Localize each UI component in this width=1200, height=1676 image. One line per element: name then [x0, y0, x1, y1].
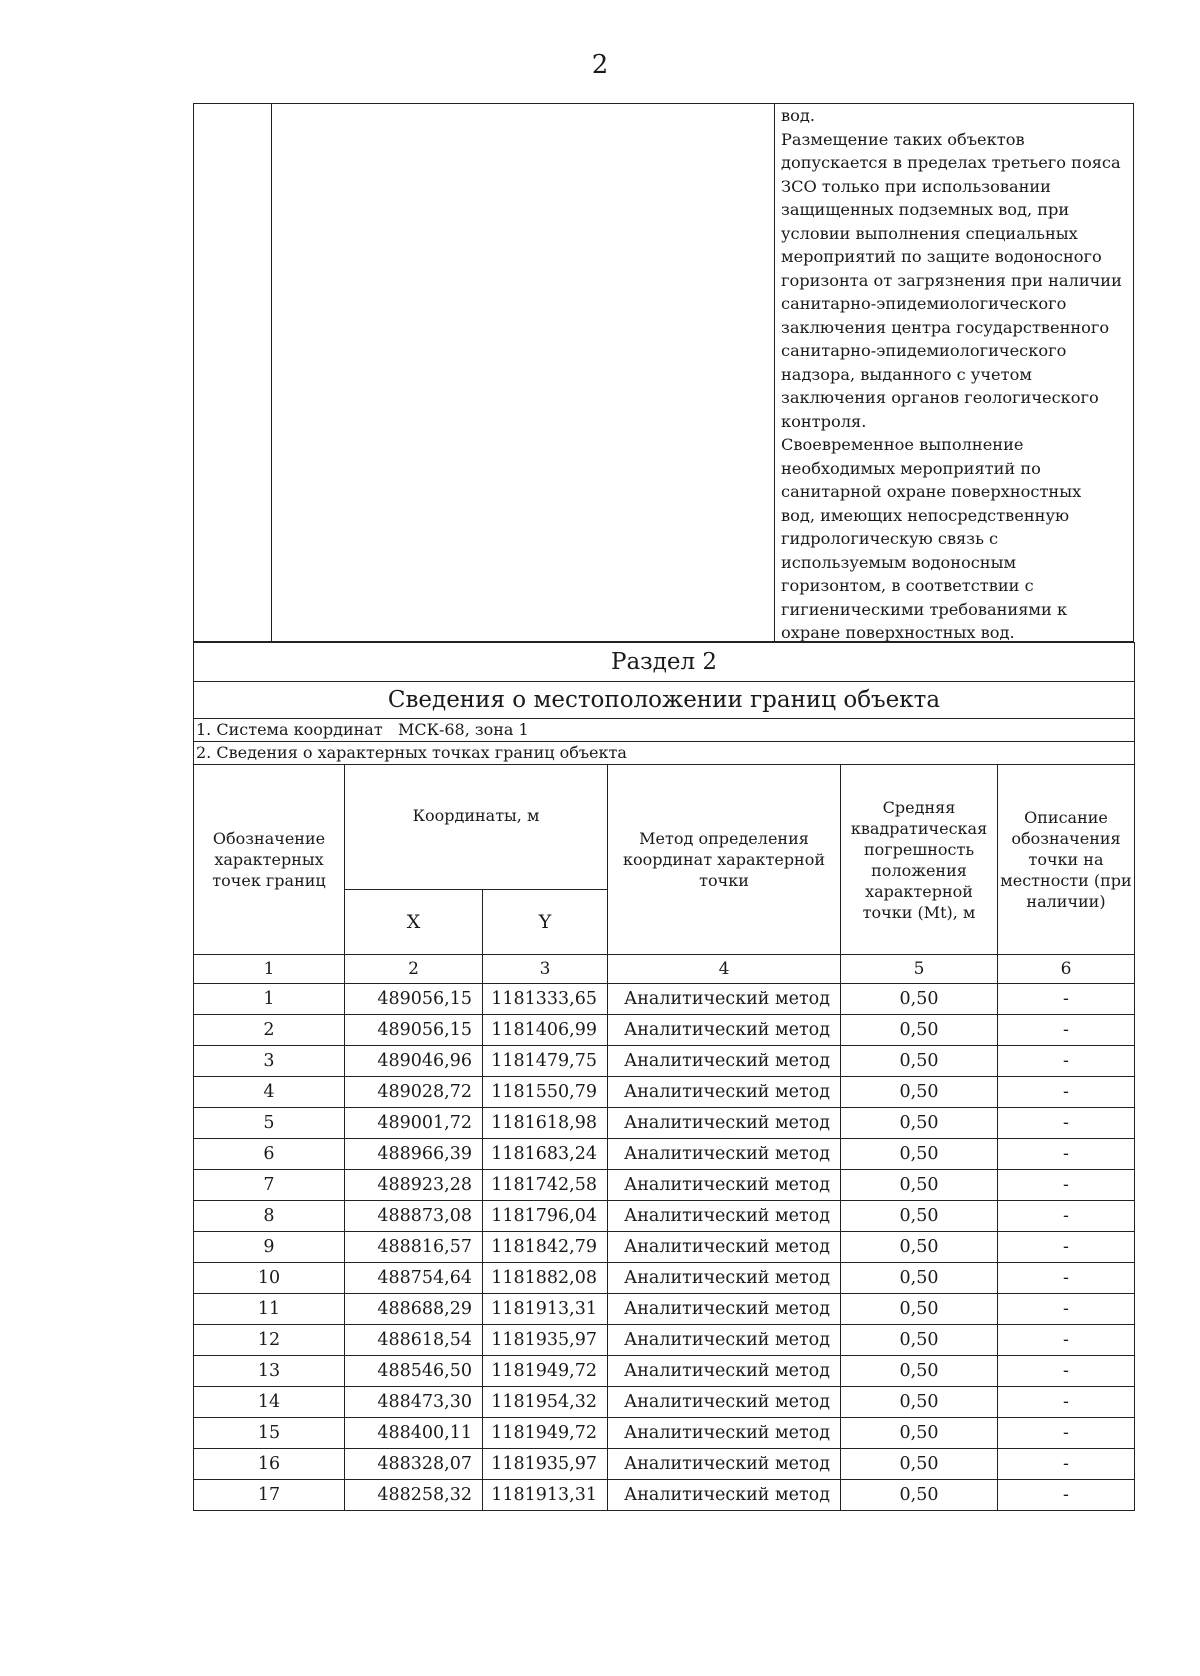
table-row — [194, 1356, 1135, 1387]
continuation-table — [193, 103, 1134, 642]
table-row — [194, 1418, 1135, 1449]
x-coordinate: 488688,29 — [345, 1294, 483, 1325]
description-cell: - — [998, 984, 1135, 1015]
continuation-cell-name — [272, 104, 775, 641]
continuation-text: вод. Размещение таких объектов допускается в пределах третьего пояса ЗСО только при использовании защищенных подземных вод, при условии выполнения специальных мероприятий по защите водоносного горизонта от загрязнения при наличии санитарно-эпидемиологического заключения центра государственного санитарно-эпидемиологического надзора, выданного с учетом заключения органов геологического контроля. Своевременное выполнение необходимых мероприятий по санитарной охране поверхностных вод, имеющих непосредственную гидрологическую связь с используемым водоносным горизонтом, в соответствии с гигиеническими требованиями к охране поверхностных вод. — [781, 106, 1122, 642]
x-coordinate: 488816,57 — [345, 1232, 483, 1263]
column-number: 6 — [998, 955, 1135, 984]
column-number: 5 — [841, 955, 998, 984]
header-x: X — [345, 890, 483, 955]
x-coordinate: 489001,72 — [345, 1108, 483, 1139]
x-coordinate: 489028,72 — [345, 1077, 483, 1108]
point-number: 2 — [194, 1015, 345, 1046]
table-row — [194, 984, 1135, 1015]
y-coordinate: 1181796,04 — [483, 1201, 608, 1232]
table-row — [194, 1077, 1135, 1108]
table-body — [194, 984, 1135, 1511]
table-row — [194, 1108, 1135, 1139]
point-number: 12 — [194, 1325, 345, 1356]
method-cell: Аналитический метод — [608, 1232, 841, 1263]
section-subtitle: Сведения о местоположении границ объекта — [194, 682, 1135, 719]
description-cell: - — [998, 1325, 1135, 1356]
x-coordinate: 488473,30 — [345, 1387, 483, 1418]
method-cell: Аналитический метод — [608, 1201, 841, 1232]
method-cell: Аналитический метод — [608, 1387, 841, 1418]
table-row — [194, 1449, 1135, 1480]
description-cell: - — [998, 1108, 1135, 1139]
y-coordinate: 1181935,97 — [483, 1325, 608, 1356]
column-number: 3 — [483, 955, 608, 984]
coordinate-system-line: 1. Система координат МСК-68, зона 1 — [194, 719, 1135, 742]
error-cell: 0,50 — [841, 1325, 998, 1356]
point-number: 11 — [194, 1294, 345, 1325]
x-coordinate: 488328,07 — [345, 1449, 483, 1480]
description-cell: - — [998, 1418, 1135, 1449]
table-row — [194, 1201, 1135, 1232]
y-coordinate: 1181333,65 — [483, 984, 608, 1015]
description-cell: - — [998, 1480, 1135, 1511]
error-cell: 0,50 — [841, 1356, 998, 1387]
method-cell: Аналитический метод — [608, 1015, 841, 1046]
error-cell: 0,50 — [841, 1480, 998, 1511]
error-cell: 0,50 — [841, 1077, 998, 1108]
error-cell: 0,50 — [841, 1139, 998, 1170]
section-title: Раздел 2 — [194, 643, 1135, 682]
error-cell: 0,50 — [841, 1170, 998, 1201]
column-number: 2 — [345, 955, 483, 984]
column-number: 1 — [194, 955, 345, 984]
boundary-points-table — [193, 642, 1135, 1511]
table-row — [194, 1294, 1135, 1325]
description-cell: - — [998, 1294, 1135, 1325]
point-number: 5 — [194, 1108, 345, 1139]
header-error: Средняя квадратическая погрешность положения характерной точки (Mt), м — [841, 765, 998, 955]
error-cell: 0,50 — [841, 1232, 998, 1263]
point-number: 3 — [194, 1046, 345, 1077]
method-cell: Аналитический метод — [608, 1108, 841, 1139]
point-number: 1 — [194, 984, 345, 1015]
error-cell: 0,50 — [841, 1418, 998, 1449]
y-coordinate: 1181913,31 — [483, 1480, 608, 1511]
method-cell: Аналитический метод — [608, 1046, 841, 1077]
table-row — [194, 1139, 1135, 1170]
x-coordinate: 489046,96 — [345, 1046, 483, 1077]
description-cell: - — [998, 1232, 1135, 1263]
y-coordinate: 1181683,24 — [483, 1139, 608, 1170]
description-cell: - — [998, 1046, 1135, 1077]
method-cell: Аналитический метод — [608, 1139, 841, 1170]
points-heading: 2. Сведения о характерных точках границ объекта — [194, 742, 1135, 765]
table-row — [194, 1480, 1135, 1511]
description-cell: - — [998, 1201, 1135, 1232]
x-coordinate: 488923,28 — [345, 1170, 483, 1201]
error-cell: 0,50 — [841, 984, 998, 1015]
description-cell: - — [998, 1387, 1135, 1418]
x-coordinate: 488258,32 — [345, 1480, 483, 1511]
header-description: Описание обозначения точки на местности (при наличии) — [998, 765, 1135, 955]
table-row — [194, 1046, 1135, 1077]
continuation-cell-number — [194, 104, 272, 641]
method-cell: Аналитический метод — [608, 1263, 841, 1294]
y-coordinate: 1181550,79 — [483, 1077, 608, 1108]
point-number: 13 — [194, 1356, 345, 1387]
description-cell: - — [998, 1449, 1135, 1480]
point-number: 14 — [194, 1387, 345, 1418]
table-row — [194, 1263, 1135, 1294]
error-cell: 0,50 — [841, 1201, 998, 1232]
description-cell: - — [998, 1139, 1135, 1170]
header-method: Метод определения координат характерной точки — [608, 765, 841, 955]
error-cell: 0,50 — [841, 1387, 998, 1418]
column-numbers-row — [194, 955, 1135, 984]
method-cell: Аналитический метод — [608, 1356, 841, 1387]
error-cell: 0,50 — [841, 1294, 998, 1325]
method-cell: Аналитический метод — [608, 1325, 841, 1356]
point-number: 16 — [194, 1449, 345, 1480]
point-number: 9 — [194, 1232, 345, 1263]
x-coordinate: 489056,15 — [345, 1015, 483, 1046]
y-coordinate: 1181882,08 — [483, 1263, 608, 1294]
method-cell: Аналитический метод — [608, 1480, 841, 1511]
x-coordinate: 488618,54 — [345, 1325, 483, 1356]
y-coordinate: 1181406,99 — [483, 1015, 608, 1046]
method-cell: Аналитический метод — [608, 1449, 841, 1480]
point-number: 8 — [194, 1201, 345, 1232]
point-number: 10 — [194, 1263, 345, 1294]
description-cell: - — [998, 1077, 1135, 1108]
x-coordinate: 488754,64 — [345, 1263, 483, 1294]
x-coordinate: 488546,50 — [345, 1356, 483, 1387]
x-coordinate: 488873,08 — [345, 1201, 483, 1232]
table-row — [194, 1232, 1135, 1263]
error-cell: 0,50 — [841, 1449, 998, 1480]
point-number: 7 — [194, 1170, 345, 1201]
point-number: 6 — [194, 1139, 345, 1170]
y-coordinate: 1181842,79 — [483, 1232, 608, 1263]
description-cell: - — [998, 1356, 1135, 1387]
method-cell: Аналитический метод — [608, 984, 841, 1015]
y-coordinate: 1181949,72 — [483, 1356, 608, 1387]
y-coordinate: 1181935,97 — [483, 1449, 608, 1480]
y-coordinate: 1181618,98 — [483, 1108, 608, 1139]
page-number: 2 — [591, 50, 609, 80]
column-number: 4 — [608, 955, 841, 984]
description-cell: - — [998, 1015, 1135, 1046]
point-number: 17 — [194, 1480, 345, 1511]
y-coordinate: 1181949,72 — [483, 1418, 608, 1449]
method-cell: Аналитический метод — [608, 1170, 841, 1201]
header-designation: Обозначение характерных точек границ — [194, 765, 345, 955]
table-row — [194, 1170, 1135, 1201]
header-y: Y — [483, 890, 608, 955]
x-coordinate: 489056,15 — [345, 984, 483, 1015]
method-cell: Аналитический метод — [608, 1077, 841, 1108]
point-number: 15 — [194, 1418, 345, 1449]
x-coordinate: 488400,11 — [345, 1418, 483, 1449]
point-number: 4 — [194, 1077, 345, 1108]
table-row — [194, 1387, 1135, 1418]
method-cell: Аналитический метод — [608, 1294, 841, 1325]
error-cell: 0,50 — [841, 1108, 998, 1139]
y-coordinate: 1181742,58 — [483, 1170, 608, 1201]
y-coordinate: 1181954,32 — [483, 1387, 608, 1418]
description-cell: - — [998, 1263, 1135, 1294]
table-row — [194, 1325, 1135, 1356]
description-cell: - — [998, 1170, 1135, 1201]
method-cell: Аналитический метод — [608, 1418, 841, 1449]
error-cell: 0,50 — [841, 1015, 998, 1046]
y-coordinate: 1181479,75 — [483, 1046, 608, 1077]
x-coordinate: 488966,39 — [345, 1139, 483, 1170]
error-cell: 0,50 — [841, 1263, 998, 1294]
header-coordinates: Координаты, м — [345, 765, 608, 890]
y-coordinate: 1181913,31 — [483, 1294, 608, 1325]
error-cell: 0,50 — [841, 1046, 998, 1077]
table-row — [194, 1015, 1135, 1046]
